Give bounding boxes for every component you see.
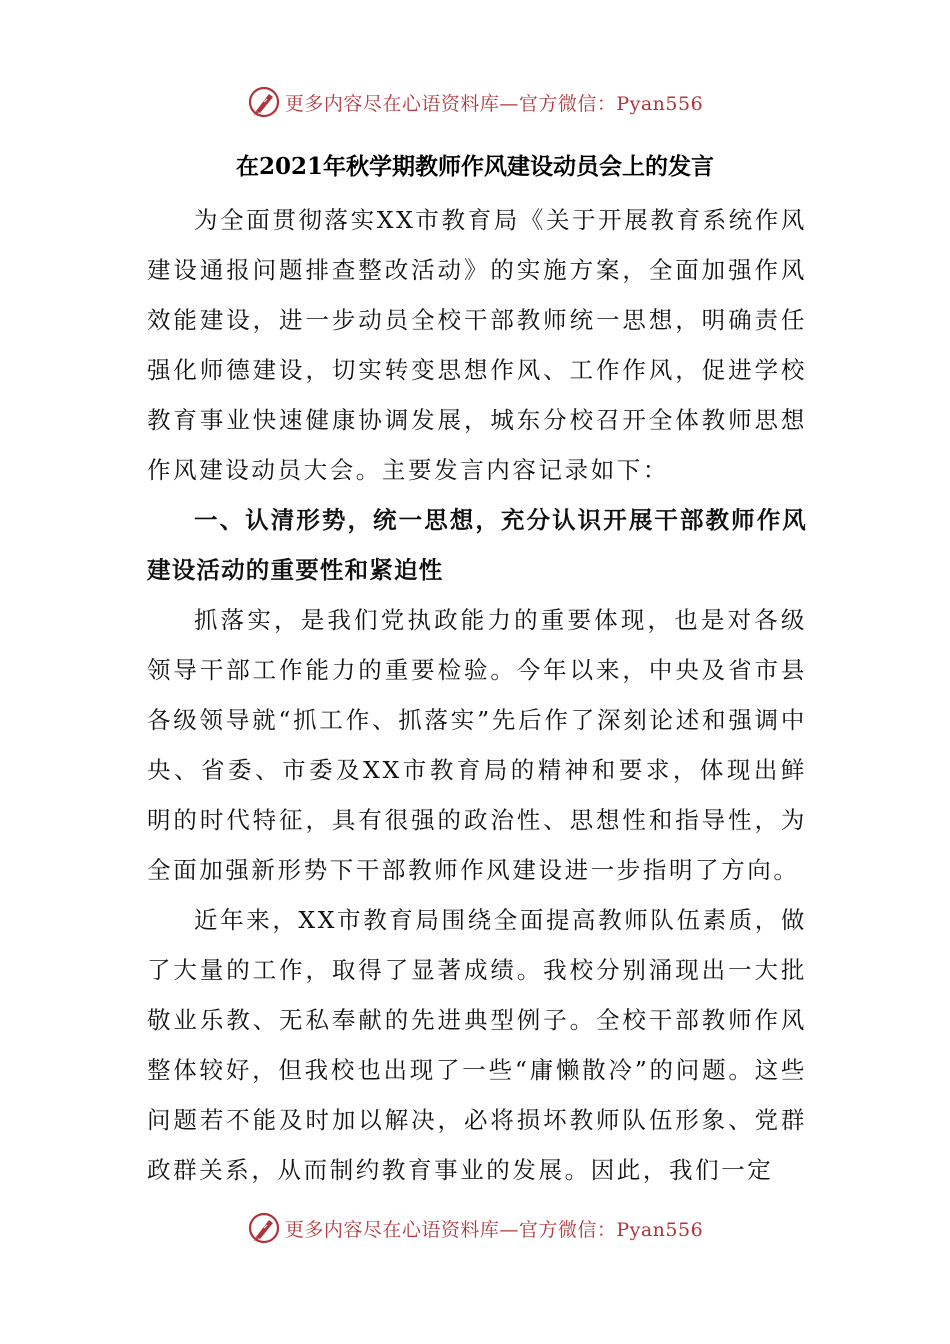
- fountain-pen-logo-icon: [247, 85, 281, 119]
- banner-text: 更多内容尽在心语资料库—官方微信：Pyan556: [284, 1218, 704, 1241]
- body-paragraph: 近年来，XX市教育局围绕全面提高教师队伍素质，做了大量的工作，取得了显著成绩。我校分别涌现出一大批敬业乐教、无私奉献的先进典型例子。全校干部教师作风整体较好，但我校也出现了一些“庸懒散冷”的问题。这些问题若不能及时加以解决，必将损坏教师队伍形象、党群政群关系，从而制约教育事业的发展。因此，我们一定: [147, 906, 807, 1184]
- document-body: [147, 195, 807, 1195]
- banner-text: 更多内容尽在心语资料库—官方微信：Pyan556: [284, 92, 704, 115]
- document-title: 在2021年秋学期教师作风建设动员会上的发言: [235, 153, 714, 180]
- footer-banner: [0, 1208, 950, 1248]
- section-heading: 一、认清形势，统一思想，充分认识开展干部教师作风建设活动的重要性和紧迫性: [147, 506, 807, 584]
- fountain-pen-logo-icon: [247, 1211, 281, 1245]
- intro-paragraph: 为全面贯彻落实XX市教育局《关于开展教育系统作风建设通报问题排查整改活动》的实施方案，全面加强作风效能建设，进一步动员全校干部教师统一思想，明确责任强化师德建设，切实转变思想作风、工作作风，促进学校教育事业快速健康协调发展，城东分校召开全体教师思想作风建设动员大会。主要发言内容记录如下：: [147, 206, 807, 484]
- body-paragraph: 抓落实，是我们党执政能力的重要体现，也是对各级领导干部工作能力的重要检验。今年以来，中央及省市县各级领导就“抓工作、抓落实”先后作了深刻论述和强调中央、省委、市委及XX市教育局的精神和要求，体现出鲜明的时代特征，具有很强的政治性、思想性和指导性，为全面加强新形势下干部教师作风建设进一步指明了方向。: [147, 606, 807, 884]
- header-banner: [0, 82, 950, 122]
